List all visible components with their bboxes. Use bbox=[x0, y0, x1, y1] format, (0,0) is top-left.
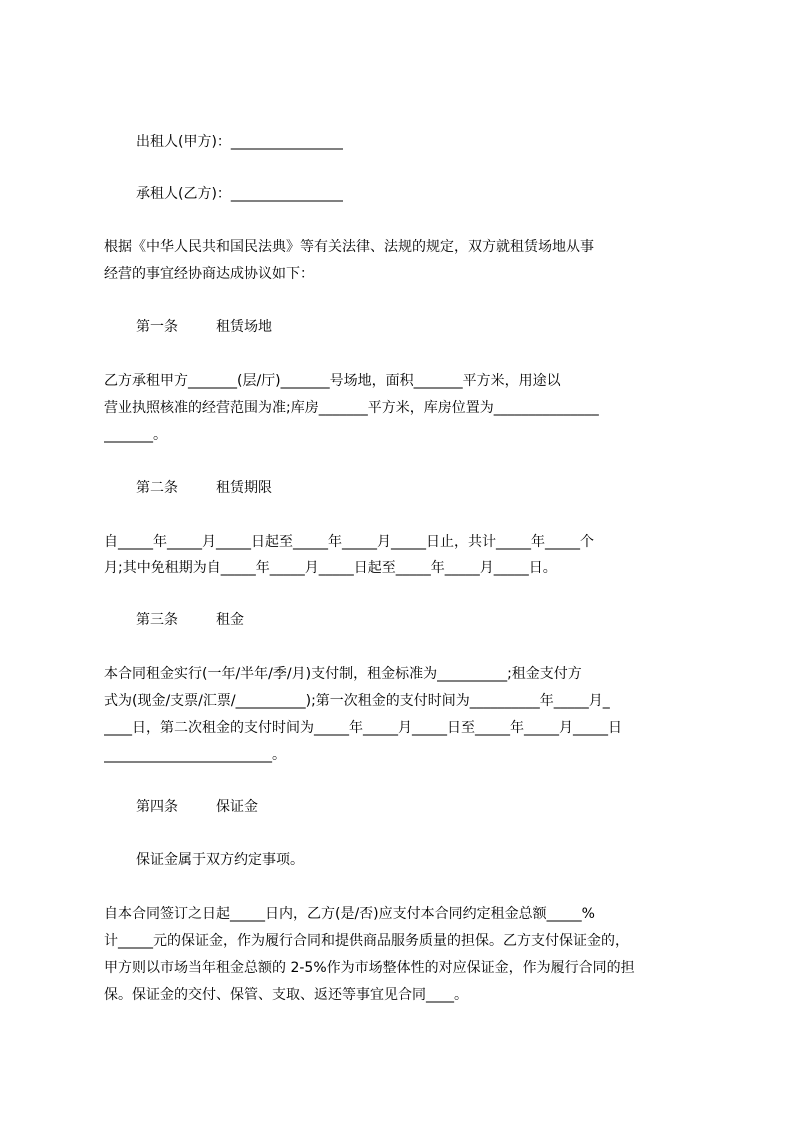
article-3-line-1: 本合同租金实行(一年/半年/季/月)支付制，租金标准为__________;租金支付方 bbox=[104, 666, 582, 682]
article-3-heading bbox=[136, 610, 700, 630]
article-2-line-2: 月;其中免租期为自_____年_____月_____日起至_____年_____月_____日。 bbox=[104, 560, 557, 576]
article-3-number: 第三条 bbox=[136, 612, 178, 628]
article-3-line-3: ____日，第二次租金的支付时间为_____年_____月_____日至_____年_____月_____日 bbox=[104, 720, 622, 736]
lessor-line: 出租人(甲方)：________________ bbox=[136, 134, 343, 150]
article-1-line-1: 乙方承租甲方_______(层/厅)_______号场地，面积_______平方米，用途以 bbox=[104, 373, 561, 389]
article-2-heading bbox=[136, 478, 700, 498]
intro-line-1: 根据《中华人民共和国民法典》等有关法律、法规的规定，双方就租赁场地从事 bbox=[104, 239, 594, 255]
article-4-line-3: 甲方则以市场当年租金总额的 2-5%作为市场整体性的对应保证金，作为履行合同的担 bbox=[104, 960, 635, 976]
article-2-number: 第二条 bbox=[136, 480, 178, 496]
lessee-line: 承租人(乙方)：________________ bbox=[136, 186, 343, 202]
article-2-title: 租赁期限 bbox=[216, 480, 272, 496]
article-4-line-1: 自本合同签订之日起_____日内，乙方(是/否)应支付本合同约定租金总额_____% bbox=[104, 906, 595, 922]
article-4-paragraph-1: 保证金属于双方约定事项。 bbox=[136, 852, 304, 868]
article-3-title: 租金 bbox=[216, 612, 244, 628]
article-4-line-2: 计_____元的保证金，作为履行合同和提供商品服务质量的担保。乙方支付保证金的， bbox=[104, 933, 629, 949]
article-2-line-1: 自_____年_____月_____日起至_____年_____月_____日止，共计_____年_____个 bbox=[104, 534, 594, 550]
article-1-line-3: _______。 bbox=[104, 427, 167, 443]
article-4-number: 第四条 bbox=[136, 799, 178, 815]
intro-line-2: 经营的事宜经协商达成协议如下： bbox=[104, 266, 314, 282]
article-3-line-4: ________________________。 bbox=[104, 747, 286, 763]
article-1-title: 租赁场地 bbox=[216, 319, 272, 335]
article-4-heading bbox=[136, 797, 700, 817]
article-4-line-4: 保。保证金的交付、保管、支取、返还等事宜见合同____。 bbox=[104, 987, 468, 1003]
article-1-heading bbox=[136, 317, 700, 337]
article-3-line-2: 式为(现金/支票/汇票/__________);第一次租金的支付时间为__________年_____月_ bbox=[104, 693, 610, 709]
article-1-line-2: 营业执照核准的经营范围为准;库房_______平方米，库房位置为_______________ bbox=[104, 400, 599, 416]
article-1-number: 第一条 bbox=[136, 319, 178, 335]
article-4-title: 保证金 bbox=[216, 799, 258, 815]
